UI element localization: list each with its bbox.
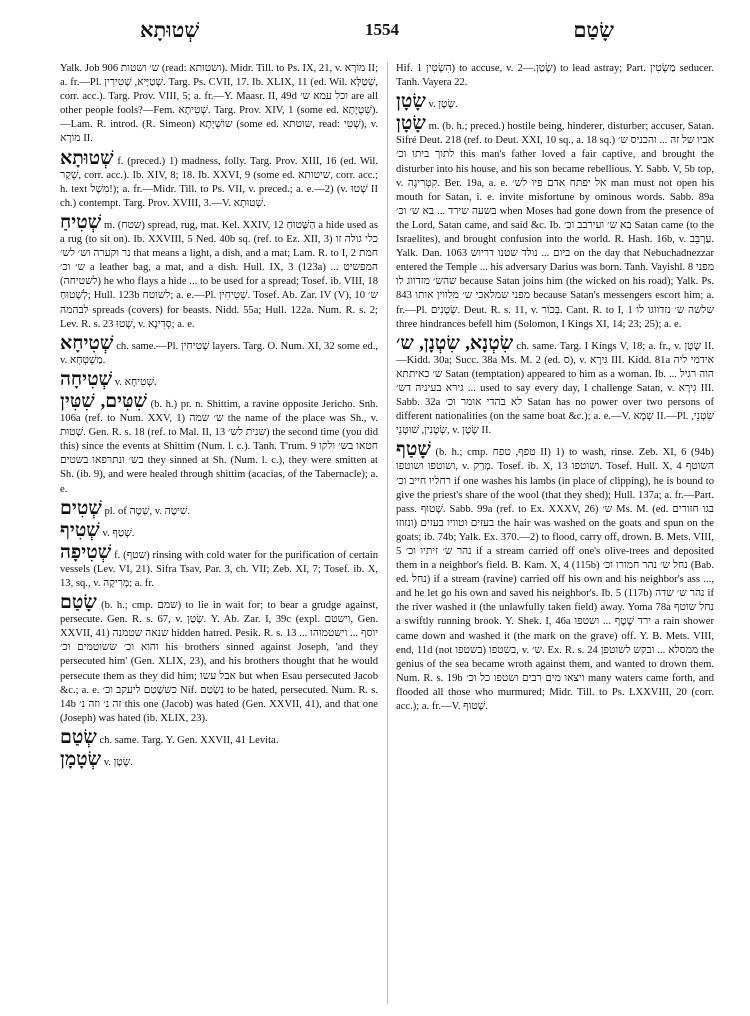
right-column <box>396 62 714 1007</box>
entry-definition: Yalk. Job 906 ש׳ ושטות (read: ושטותא). Midr. Till. to Ps. IX, 21, v. מוֹרָא II; a. fr.—Pl. שְׁטַיָּיא, שְׁטִירִין. Targ. Ps. CVII, 17. Ib. XLIX, 11 (ed. Wil. שְׁטַלָּא, corr. acc.). Targ. Prov. VIII, 5; a. fr.—Y. Maasr. II, 49d וכל עמא ש׳ are all other people fools?—Fem. שְׁטִיתָא. Targ. Prov. XIV, 1 (some ed. שִׁטְיָתָא).—Lam. R. introd. (R. Simeon) שוֹשְׁיְתָא (some ed. שוטתא, read: שְׁטִי), v. מוֹרָא II. <box>60 63 378 145</box>
entry-definition: f. (preced.) 1) madness, folly. Targ. Prov. XIII, 16 (ed. Wil. שְׁקָר, corr. acc.). Ib. XIV, 8; 18. Ib. XXVI, 9 (some ed. שיטותא, corr. acc.; h. text מִשָׁל!); a. fr.—Midr. Till. to Ps. VII, v. preced.; a. e.—2) (v. שְׁטוּ II ch.) contempt. Targ. Prov. XVIII, 3.—V. שְׁטוּתָא. <box>60 155 378 209</box>
dictionary-entry <box>396 333 714 439</box>
entry-headword: שָׂטָן <box>396 113 426 135</box>
entry-definition: (b. h.; cmp. שמם) to lie in wait for; to bear a grudge against, persecute. Gen. R. s. 67, v. שָׂטַן. Y. Ab. Zar. I, 39c (expl. וישטם, Gen. XXVII, 41) שנאה שטמנה hidden hatred. Pesik. R. s. 13 ... יוסף ... וישטמוהו והוא וכ׳ ששוטמים וכ׳ his brothers sinned against Joseph, 'and they persecuted him' (Gen. XLIX, 23), and his brothers thought that he would persecute them as they did him; אבל עשו but when Esau persecuted Jacob &c.; a. e. כששָׁטַם ליעקב וכ׳ Nif. נִשְׂטַם to be hated, persecuted. Num. R. s. 14b זה נ׳ וזה נ׳ this one (Jacob) was hated (Gen. XXVII, 41), and that one (Joseph) was hated (ib. XLIX, 23). <box>60 600 378 724</box>
dictionary-entry <box>60 369 378 390</box>
dictionary-entry <box>396 439 714 714</box>
dictionary-entry <box>396 91 714 112</box>
entry-headword: שְׁטִיחָא <box>60 332 114 354</box>
entry-headword: שִׂטְנָא, שִׂטְנָן, ש׳ <box>396 332 514 354</box>
entry-headword: שְׁטִיחַ <box>60 211 102 233</box>
column-divider <box>387 62 388 1004</box>
dictionary-entry <box>396 62 714 90</box>
entry-definition: v. שְׁטַף. <box>102 527 135 539</box>
entry-definition: pl. of שְׁטָה, v. שִׁיטָה. <box>104 505 191 517</box>
dictionary-entry <box>60 212 378 332</box>
entry-headword: שְׁטִיחָה <box>60 368 113 390</box>
page-number: 1554 <box>365 20 399 39</box>
dictionary-entry <box>60 148 378 211</box>
entry-definition: ch. same.—Pl. שְׁטִיחִין layers. Targ. O. Num. XI, 32 some ed., v. מַשְׁטְחָא. <box>60 340 378 366</box>
entry-definition: ch. same. Targ. I Kings V, 18; a. fr., v. שָׂטָן II.—Kidd. 30a; Succ. 38a Ms. M. 2 (ed. ס), v. גִּירָא III. Kidd. 81a אידמי ליה ש׳ כאיתתא Satan (temptation) appeared to him as a woman. Ib. הוה רגיל ... גירא בעיניה דש׳ ... used to say every day, I challenge Satan, v. גִּירָא III. Sabb. 32a לא בהדי אומר וכ׳ Satan has no power over two persons of different nationalities (on the same boat &c.); a. e.—V. שְׁמָא II.—Pl. שִׂטְנֵי, שְׂטָנִין, שׁוּטְנֵי, v. שָׂטָן II. <box>396 340 714 437</box>
dictionary-entry <box>60 749 378 770</box>
entry-definition: ch. same. Targ. Y. Gen. XXVII, 41 Levita. <box>99 734 279 746</box>
entry-headword: שְׁטִיף <box>60 519 100 541</box>
guide-word-right: שָׂטַם <box>573 18 614 42</box>
entry-headword: שָׂטַם <box>60 592 97 614</box>
dictionary-entry <box>60 391 378 497</box>
dictionary-entry <box>60 498 378 519</box>
entry-headword: שָׁטַף <box>396 439 431 461</box>
entry-headword: שְׂטַם <box>60 726 97 748</box>
entry-definition: v. שָׂטָן. <box>103 757 133 769</box>
page-header <box>60 18 704 48</box>
entry-headword: שְׂטָמָן <box>60 749 102 771</box>
dictionary-entry <box>60 333 378 368</box>
entry-definition: m. (שטח) spread, rug, mat. Kel. XXIV, 12 הַשָּׁטוּחַ a hide used as a rug (to sit on). Ib. XXVIII, 5 Ned. 40b sq. (ref. to Ez. XII, 3) כלי גולה זו נר וקערה וש׳ לש׳ that means a light, a dish, and a mat; Lam. R. to I, 2 חמת ש׳ וכ׳ a leather bag, a mat, and a dish. Hull. IX, 3 (123a) המפשיט ... (לשטיחה) he who flays a hide ... to be used for a spread; Tosef. ib. VIII, 18 לְשָׁטוּחַ; Hull. 123b לשוטח; a. e.—Pl. שְׁטִיחִין. Tosef. Ab. Zar. IV (V), 10 ש׳ לבהמה spreads (covers) for beasts. Nidd. 55a; Hull. 122a. Num. R. s. 2; Lev. R. s. 23 שְׁטוּ, v. סְדִינָא; a. e. <box>60 219 378 330</box>
dictionary-entry <box>396 113 714 331</box>
entry-headword: שְׁטִיפָה <box>60 541 112 563</box>
guide-word-left: שְׁטוּתָא <box>140 18 200 42</box>
entry-definition: v. שְׁטִיחָא. <box>114 376 157 388</box>
dictionary-entry <box>60 592 378 726</box>
dictionary-entry <box>60 520 378 541</box>
dictionary-entry <box>60 727 378 748</box>
entry-definition: m. (b. h.; preced.) hostile being, hinderer, disturber; accuser, Satan. Sifré Deut. 218 (ref. to Deut. XXI, 10 sq., a. 18 sq.) אביו של זה ... והכניס ש׳ לתוך ביתו וכ׳ this man's father loved a fair captive, and brought the disturber into his house, and his son became rebellious. Y. Sabb. V, 5b top, v. קִטְרִיגָה. Ber. 19a, a. e. אל יפתח אדם פיו לש׳ man must not open his mouth for Satan, i. e. invite misfortune by ominous words. Sabb. 89a בשעה שירד ... בא ש׳ וכ׳ when Moses had gone down from the presence of the Lord, Satan came, and said &c. Ib. בא ש׳ ועירבב וכ׳ Satan came (to the Israelites), and brought confusion into the world. R. Hash. 16b, v. עַרְבֵּב. Yalk. Dan. 1063 ביום ... נולד שטנו דריוש on the day that Nebuchadnezzar entered the Temple ... his adversary Darius was born. Tanh. Vayishl. 8 מפני שהש׳ מזדווג לו because Satan joins him (the wicked on his road); Yalk. Ps. 843 מפני שמלאכי ש׳ מלווין אותו because Satan's messengers escort him; a. fr.—Pl. שְׂטָנִים. Deut. R. s. 11, v. בְּכוֹר. Cant. R. to I, 1 שלשה ש׳ נזדווגו לו three hindrances befell him (Solomon, I Kings XI, 14; 23; 25); a. e. <box>396 121 714 330</box>
entry-headword: שָׂטָן <box>396 91 426 113</box>
entry-definition: v. שָׂטָן. <box>428 99 458 111</box>
entry-headword: שְׁטִים <box>60 497 102 519</box>
entry-definition: (b. h.; cmp. טפף, טפח II) 1) to wash, rinse. Zeb. XI, 6 (94b) ושוטפו ושוטפו, v. מָרַק. Tosef. ib. X, 13 ושוטפו. Tosef. Hull. X, 4 השוטף רחליו חייב וכ׳ if one washes his lambs (in place of clipping), he is bound to give the priest's share of the wool (that they shed); Hull. 137a; a. fr.—Part. pass. שָׁטוּף. Sabb. 99a (ref. to Ex. XXXV, 26) ש׳ Ms. M. (ed. בגו חזורים ונזוזו) בעזים וטוויו בעזים the hair was washed on the goats and spun on the goats; ib. 74b; Yalk. Ex. 370.—2) to flood, carry off, drown. B. Mets. VIII, 5 נהר ש׳ זיתיו וכ׳ if a stream carried off one's olive-trees and deposited them in a neighbor's field. B. Kam. X, 4 (115b) נחל ש׳ נהר חמורו וכ׳ (Bab. ed. נחל) if a stream (ravine) carried off his own and his neighbor's ass ..., and he let go his own and saved his neighbor's. Ib. 5 (117b) נהר ש׳ שדה if the river washed it (the unlawfully taken field) away. Yoma 78a נחל שוטף a swiftly running brook. Y. Shek. I, 46a ירד שֶׁטֶף ... ושטפו a rain shower came down and washed it (the mark on the grave) off. Y. B. Mets. VIII, end, 11d (not בשטפו) בשטפו, v. ש׳. Ex. R. s. 24 ממסלא ... ובקש לשוטפן the genius of the sea became wroth against them, and wanted to drown them. Num. R. s. 19b ויצאו מים רבים ושטפו כל וכ׳ many waters came forth, and flooded all those who murmured; Midr. Till. to Ps. LXXVIII, 20 (corr. acc.); a. fr.—V. שָׁטוּף. <box>396 447 714 713</box>
dictionary-entry <box>60 62 378 147</box>
entry-definition: Hif. הִשְׂטִין 1) to accuse, v. שָׂטַן.—2) to lead astray; Part. מַשְׂטִין seducer. Tanh. Vayera 22. <box>396 63 714 89</box>
entry-definition: (b. h.) pr. n. Shittim, a ravine opposite Jericho. Snh. 106a (ref. to Num. XXV, 1) ש׳ שמה the name of the place was Sh., v. שְׁטוּת. Gen. R. s. 18 (ref. to Mal. II, 13 שנית לש׳) the second time (you did this) since the events at Shittim (Num. l. c.). Tanh. T'rum. 9 חטאו בש׳ ולקו בש׳ ונתרפאו בשטים they sinned at Sh. (Num. l. c.), they were smitten at Sh. (ib. 9), and were healed through shittim (acacias, of the Tabernacle); a. e. <box>60 398 378 495</box>
dictionary-entry <box>60 542 378 591</box>
entry-definition: f. (שטף) rinsing with cold water for the purification of certain vessels (Lev. VI, 21). Sifra Tsav, Par. 3, ch. VII; Zeb. XI, 7; Tosef. ib. X, 13, sq., v. מְרִיקָה; a. fr. <box>60 549 378 589</box>
left-column <box>60 62 378 1007</box>
entry-headword: שְׁטוּתָא <box>60 147 114 169</box>
entry-headword: שִׁטִּים, שִׁטִּין <box>60 390 147 412</box>
